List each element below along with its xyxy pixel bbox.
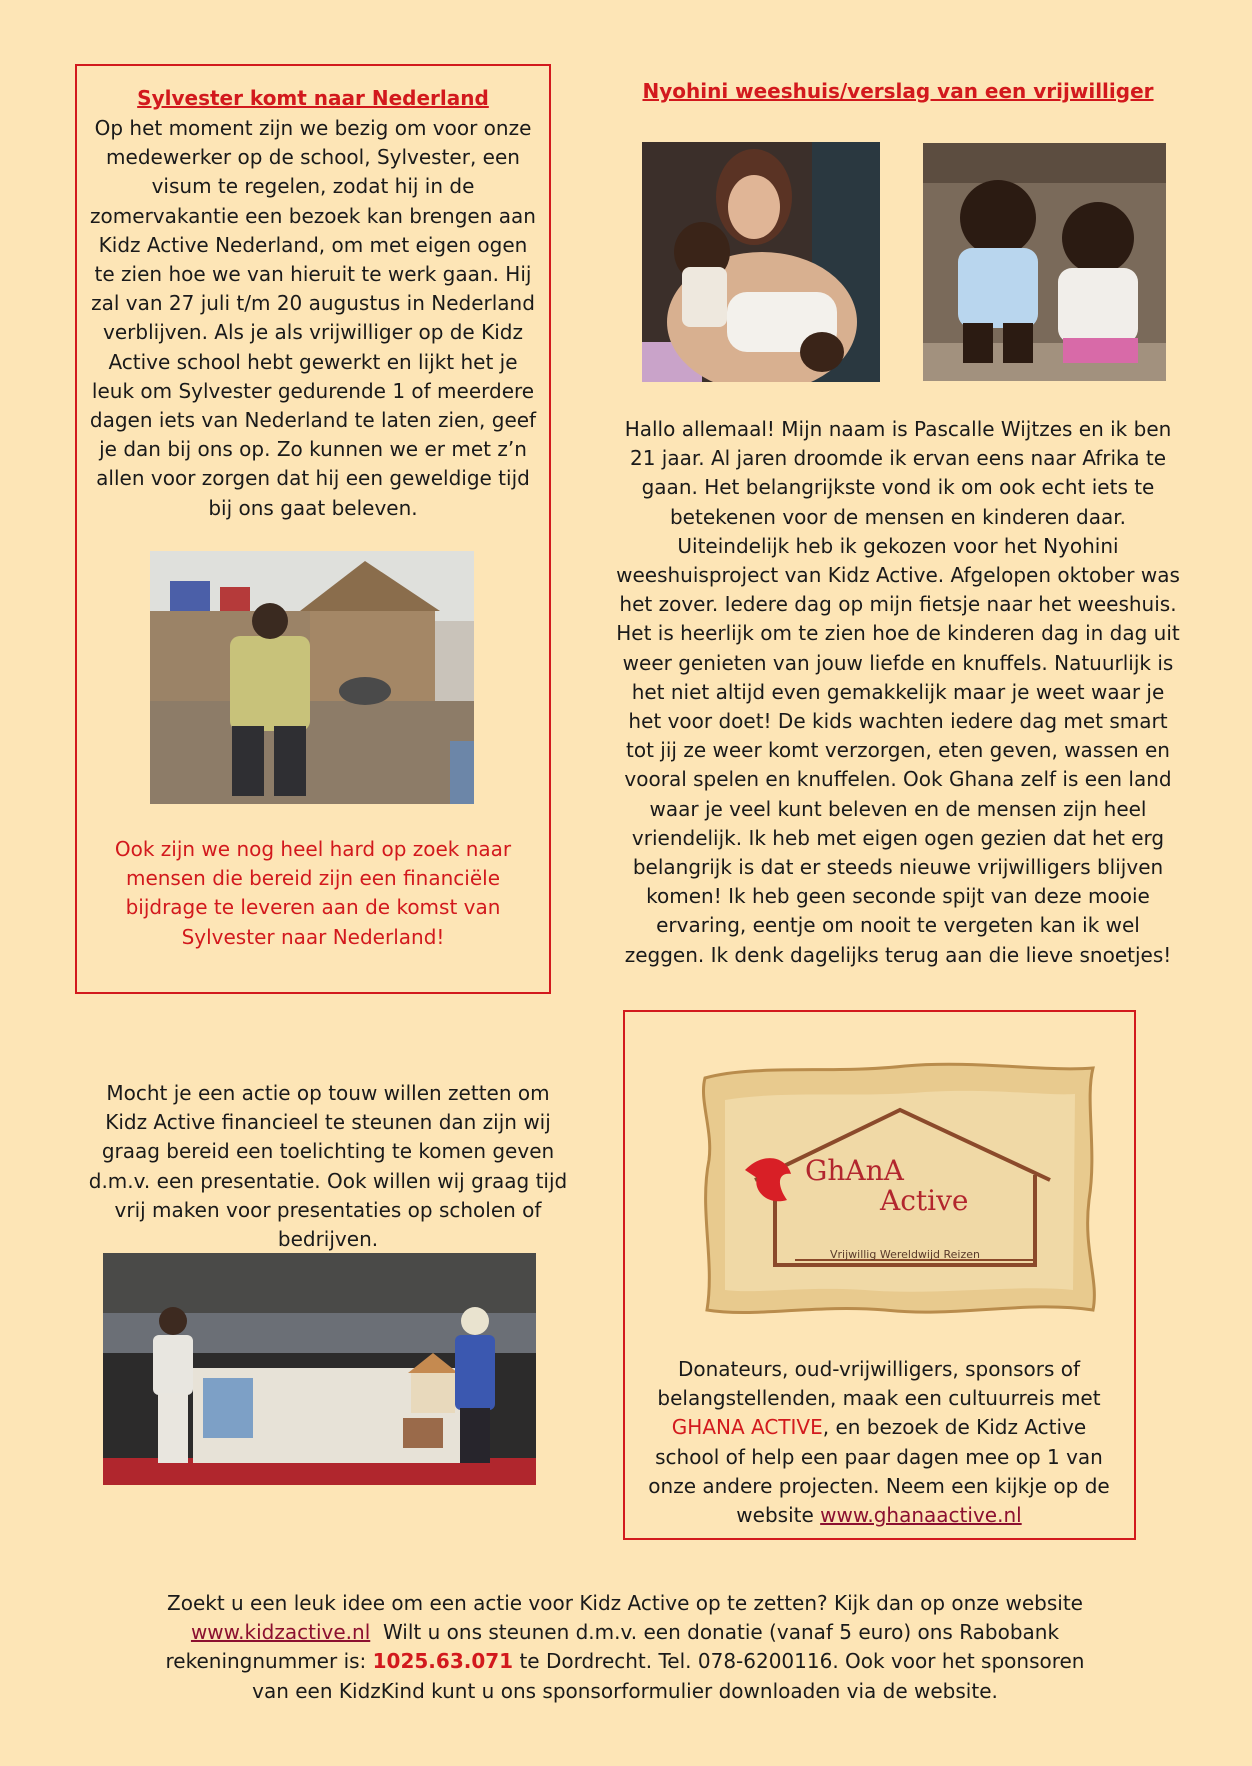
presentation-photo [103, 1253, 536, 1485]
sylvester-appeal: Ook zijn we nog heel hard op zoek naar mensen die bereid zijn een financiële bijdrage te leveren aan de komst van Sylvester naar Nederland! [114, 837, 512, 949]
logo-brand-line1: GhAnA [805, 1154, 904, 1187]
volunteer-photo [642, 142, 880, 382]
footer-rest: te Dordrecht. Tel. 078-6200116. Ook voor het sponsoren van een KidzKind kunt u ons sponsorformulier downloaden via de website. [252, 1649, 1085, 1703]
footer-line1: Zoekt u een leuk idee om een actie voor Kidz Active op te zetten? Kijk dan op onze website [167, 1591, 1083, 1615]
ghana-active-text [638, 1355, 1120, 1530]
bank-account-number: 1025.63.071 [372, 1649, 514, 1674]
children-photo [923, 143, 1166, 381]
ghana-active-body-after: , en bezoek de Kidz Active school of help een paar dagen mee op 1 van onze andere projecten. Neem een kijkje op de website [648, 1415, 1110, 1528]
ghana-active-logo [695, 1060, 1100, 1320]
ghanaactive-link[interactable]: www.ghanaactive.nl [820, 1503, 1022, 1528]
footer-text [150, 1589, 1100, 1706]
sylvester-photo [150, 551, 474, 804]
sylvester-article-body: Op het moment zijn we bezig om voor onze medewerker op de school, Sylvester, een visum te regelen, zodat hij in de zomervakantie een bezoek kan brengen aan Kidz Active Nederland, om met eigen ogen te zien hoe we van hieruit te werk gaan. Hij zal van 27 juli t/m 20 augustus in Nederland verblijven. Als je als vrijwilliger op de Kidz Active school hebt gewerkt en lijkt het je leuk om Sylvester gedurende 1 of meerdere dagen iets van Nederland te laten zien, geef je dan bij ons op. Zo kunnen we er met z’n allen voor zorgen dat hij een geweldige tijd bij ons gaat beleven. [89, 116, 537, 520]
logo-brand-line2: Active [880, 1184, 969, 1217]
kidzactive-link[interactable]: www.kidzactive.nl [190, 1620, 371, 1645]
ghana-active-body-before: Donateurs, oud-vrijwilligers, sponsors of belangstellenden, maak een cultuurreis met [657, 1357, 1101, 1411]
weeshuis-article-body: Hallo allemaal! Mijn naam is Pascalle Wijtzes en ik ben 21 jaar. Al jaren droomde ik ervan eens naar Afrika te gaan. Het belangrijkste vond ik om ook echt iets te betekenen voor de mensen en kinderen daar. Uiteindelijk heb ik gekozen voor het Nyohini weeshuisproject van Kidz Active. Afgelopen oktober was het zover. Iedere dag op mijn fietsje naar het weeshuis. Het is heerlijk om te zien hoe de kinderen dag in dag uit weer genieten van jouw liefde en knuffels. Natuurlijk is het niet altijd even gemakkelijk maar je weet waar je het voor doet! De kids wachten iedere dag met smart tot jij ze weer komt verzorgen, eten geven, wassen en vooral spelen en knuffelen. Ook Ghana zelf is een land waar je veel kunt beleven en de mensen zijn heel vriendelijk. Ik heb met eigen ogen gezien dat het erg belangrijk is dat er steeds nieuwe vrijwilligers blijven komen! Ik heb geen seconde spijt van deze mooie ervaring, eentje om nooit te vergeten kan ik wel zeggen. Ik denk dagelijks terug aan die lieve snoetjes! [616, 417, 1180, 967]
weeshuis-article-title: Nyohini weeshuis/verslag van een vrijwilliger [642, 79, 1154, 103]
action-invitation-text: Mocht je een actie op touw willen zetten om Kidz Active financieel te steunen dan zijn wij graag bereid een toelichting te komen geven d.m.v. een presentatie. Ook willen wij graag tijd vrij maken voor presentaties op scholen of bedrijven. [88, 1081, 568, 1252]
logo-tagline: Vrijwillig Wereldwijd Reizen [829, 1248, 981, 1261]
footer-after-link: Wilt u ons steunen d.m.v. een donatie (vanaf 5 euro) ons Rabobank rekeningnummer is: [165, 1620, 1060, 1674]
sylvester-article-title: Sylvester komt naar Nederland [137, 86, 489, 110]
ghana-active-highlight: GHANA ACTIVE [671, 1415, 823, 1440]
